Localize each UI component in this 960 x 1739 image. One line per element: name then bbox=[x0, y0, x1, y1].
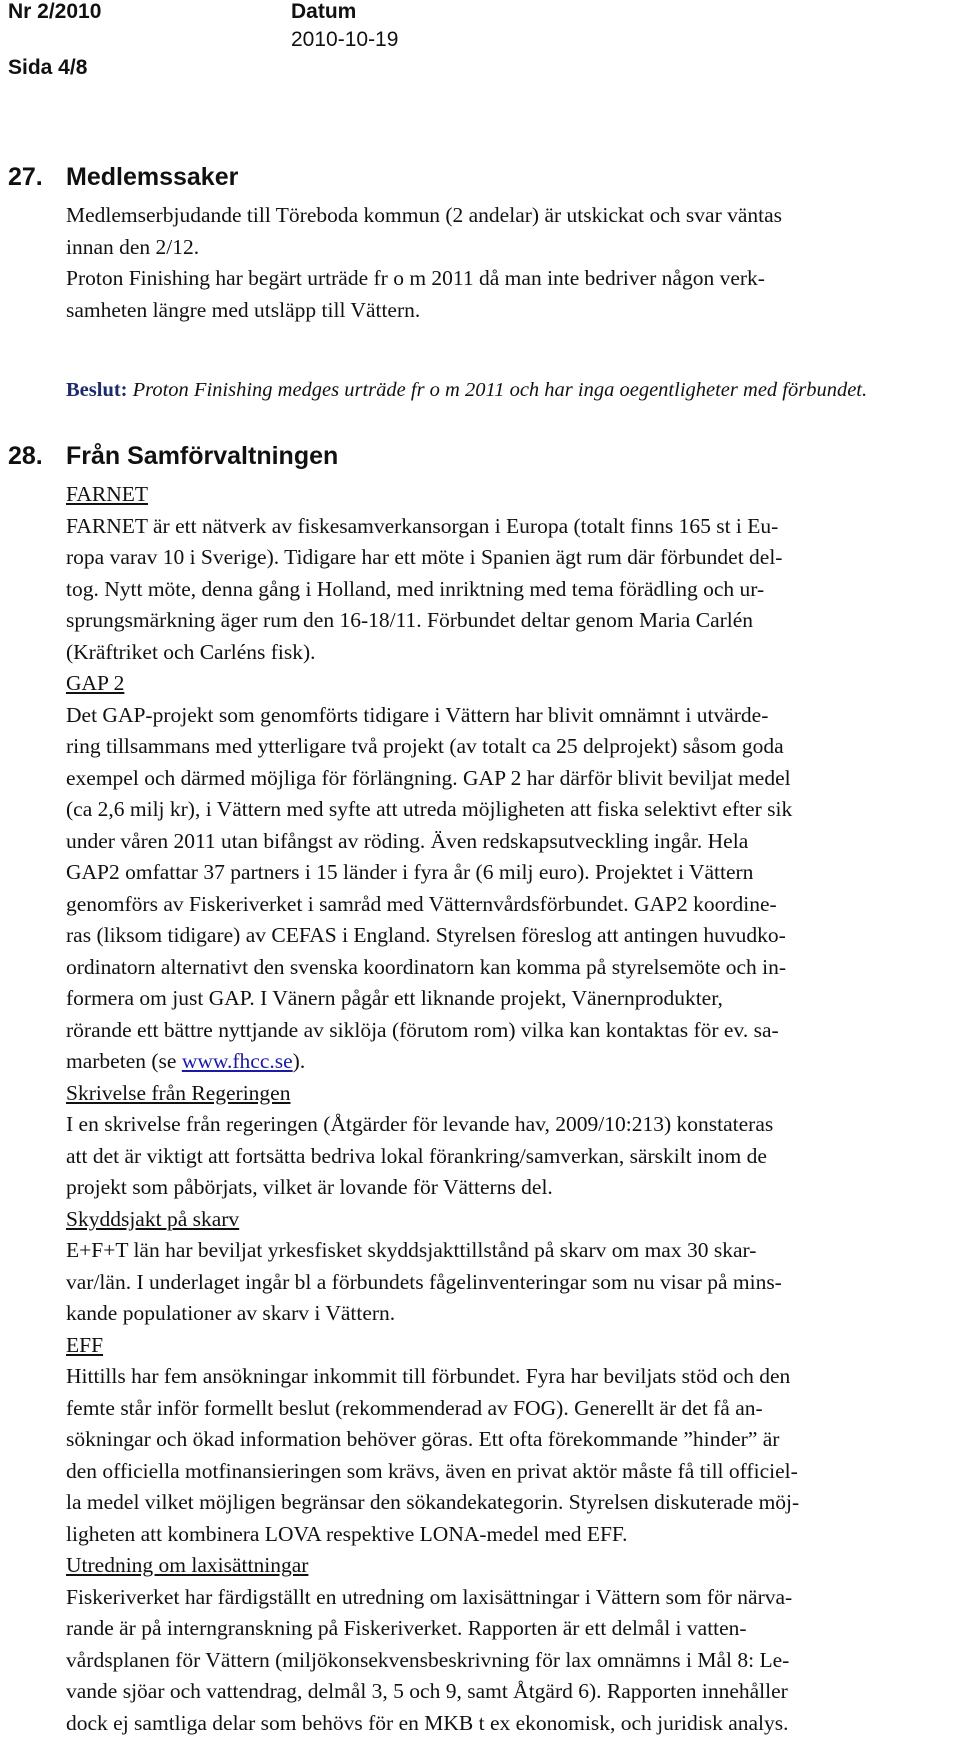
subheading-regeringen: Skrivelse från Regeringen bbox=[66, 1078, 946, 1110]
body-line: (ca 2,6 milj kr), i Vättern med syfte att utreda möjligheten att fiska selektivt efter sik bbox=[66, 794, 946, 826]
body-line: samheten längre med utsläpp till Vättern. bbox=[66, 295, 946, 327]
body-line: Det GAP-projekt som genomförts tidigare i Vättern har blivit omnämnt i utvärde- bbox=[66, 700, 946, 732]
body-line: sökningar och ökad information behöver göras. Ett ofta förekommande ”hinder” är bbox=[66, 1424, 946, 1456]
section-27-heading bbox=[8, 162, 238, 192]
body-line: ropa varav 10 i Sverige). Tidigare har ett möte i Spanien ägt rum där förbundet del- bbox=[66, 542, 946, 574]
body-line: rörande ett bättre nyttjande av siklöja (förutom rom) vilka kan kontaktas för ev. sa- bbox=[66, 1015, 946, 1047]
body-line: E+F+T län har beviljat yrkesfisket skyddsjakttillstånd på skarv om max 30 skar- bbox=[66, 1235, 946, 1267]
fhcc-link[interactable]: www.fhcc.se bbox=[182, 1049, 293, 1073]
body-line: innan den 2/12. bbox=[66, 232, 946, 264]
section-27-title: Medlemssaker bbox=[66, 163, 238, 191]
subheading-skarv: Skyddsjakt på skarv bbox=[66, 1204, 946, 1236]
body-line: rande är på interngranskning på Fiskeriverket. Rapporten är ett delmål i vatten- bbox=[66, 1613, 946, 1645]
text-fragment: ). bbox=[293, 1049, 306, 1073]
body-line: Proton Finishing har begärt urträde fr o m 2011 då man inte bedriver någon verk- bbox=[66, 263, 946, 295]
date-label: Datum bbox=[291, 0, 356, 24]
body-line: Hittills har fem ansökningar inkommit till förbundet. Fyra har beviljats stöd och den bbox=[66, 1361, 946, 1393]
body-line: dock ej samtliga delar som behövs för en MKB t ex ekonomisk, och juridisk analys. bbox=[66, 1708, 946, 1739]
subheading-eff: EFF bbox=[66, 1330, 946, 1362]
decision-label: Beslut: bbox=[66, 379, 128, 401]
body-line: ras (liksom tidigare) av CEFAS i England. Styrelsen föreslog att antingen huvudko- bbox=[66, 920, 946, 952]
decision-text: Proton Finishing medges urträde fr o m 2011 och har inga oegentligheter med förbundet. bbox=[133, 379, 868, 401]
section-27-body bbox=[66, 200, 946, 326]
body-line: sprungsmärkning äger rum den 16-18/11. Förbundet deltar genom Maria Carlén bbox=[66, 605, 946, 637]
section-28-number: 28. bbox=[8, 441, 66, 471]
body-line: formera om just GAP. I Vänern pågår ett liknande projekt, Vänernprodukter, bbox=[66, 983, 946, 1015]
body-line: vande sjöar och vattendrag, delmål 3, 5 och 9, samt Åtgärd 6). Rapporten innehåller bbox=[66, 1676, 946, 1708]
body-line: GAP2 omfattar 37 partners i 15 länder i fyra år (6 milj euro). Projektet i Vättern bbox=[66, 857, 946, 889]
body-line: Medlemserbjudande till Töreboda kommun (2 andelar) är utskickat och svar väntas bbox=[66, 200, 946, 232]
body-line: genomförs av Fiskeriverket i samråd med Vätternvårdsförbundet. GAP2 koordine- bbox=[66, 889, 946, 921]
subheading-laxis: Utredning om laxisättningar bbox=[66, 1550, 946, 1582]
text-fragment: marbeten (se bbox=[66, 1049, 182, 1073]
body-line: Fiskeriverket har färdigställt en utredning om laxisättningar i Vättern som för närva- bbox=[66, 1582, 946, 1614]
body-line: I en skrivelse från regeringen (Åtgärder för levande hav, 2009/10:213) konstateras bbox=[66, 1109, 946, 1141]
section-28-heading bbox=[8, 441, 338, 471]
body-line bbox=[66, 1046, 946, 1078]
body-line: ligheten att kombinera LOVA respektive LONA-medel med EFF. bbox=[66, 1519, 946, 1551]
date-value: 2010-10-19 bbox=[291, 28, 398, 52]
section-28-body bbox=[66, 479, 946, 1739]
body-line: tog. Nytt möte, denna gång i Holland, med inriktning med tema förädling och ur- bbox=[66, 574, 946, 606]
body-line: femte står inför formellt beslut (rekommenderad av FOG). Generellt är det få an- bbox=[66, 1393, 946, 1425]
body-line: var/län. I underlaget ingår bl a förbundets fågelinventeringar som nu visar på mins- bbox=[66, 1267, 946, 1299]
body-line: la medel vilket möjligen begränsar den sökandekategorin. Styrelsen diskuterade möj- bbox=[66, 1487, 946, 1519]
decision bbox=[66, 376, 867, 404]
section-28-title: Från Samförvaltningen bbox=[66, 442, 338, 470]
body-line: att det är viktigt att fortsätta bedriva lokal förankring/samverkan, särskilt inom de bbox=[66, 1141, 946, 1173]
body-line: ring tillsammans med ytterligare två projekt (av totalt ca 25 delprojekt) såsom goda bbox=[66, 731, 946, 763]
section-27-number: 27. bbox=[8, 162, 66, 192]
body-line: den officiella motfinansieringen som krävs, även en privat aktör måste få till officiel- bbox=[66, 1456, 946, 1488]
body-line: exempel och därmed möjliga för förlängning. GAP 2 har därför blivit beviljat medel bbox=[66, 763, 946, 795]
body-line: FARNET är ett nätverk av fiskesamverkansorgan i Europa (totalt finns 165 st i Eu- bbox=[66, 511, 946, 543]
body-line: under våren 2011 utan bifångst av röding. Även redskapsutveckling ingår. Hela bbox=[66, 826, 946, 858]
subheading-gap2: GAP 2 bbox=[66, 668, 946, 700]
body-line: projekt som påbörjats, vilket är lovande för Vätterns del. bbox=[66, 1172, 946, 1204]
document-number: Nr 2/2010 bbox=[8, 0, 101, 24]
body-line: vårdsplanen för Vättern (miljökonsekvensbeskrivning för lax omnämns i Mål 8: Le- bbox=[66, 1645, 946, 1677]
body-line: kande populationer av skarv i Vättern. bbox=[66, 1298, 946, 1330]
page-number: Sida 4/8 bbox=[8, 56, 87, 80]
subheading-farnet: FARNET bbox=[66, 479, 946, 511]
body-line: (Kräftriket och Carléns fisk). bbox=[66, 637, 946, 669]
body-line: ordinatorn alternativt den svenska koordinatorn kan komma på styrelsemöte och in- bbox=[66, 952, 946, 984]
